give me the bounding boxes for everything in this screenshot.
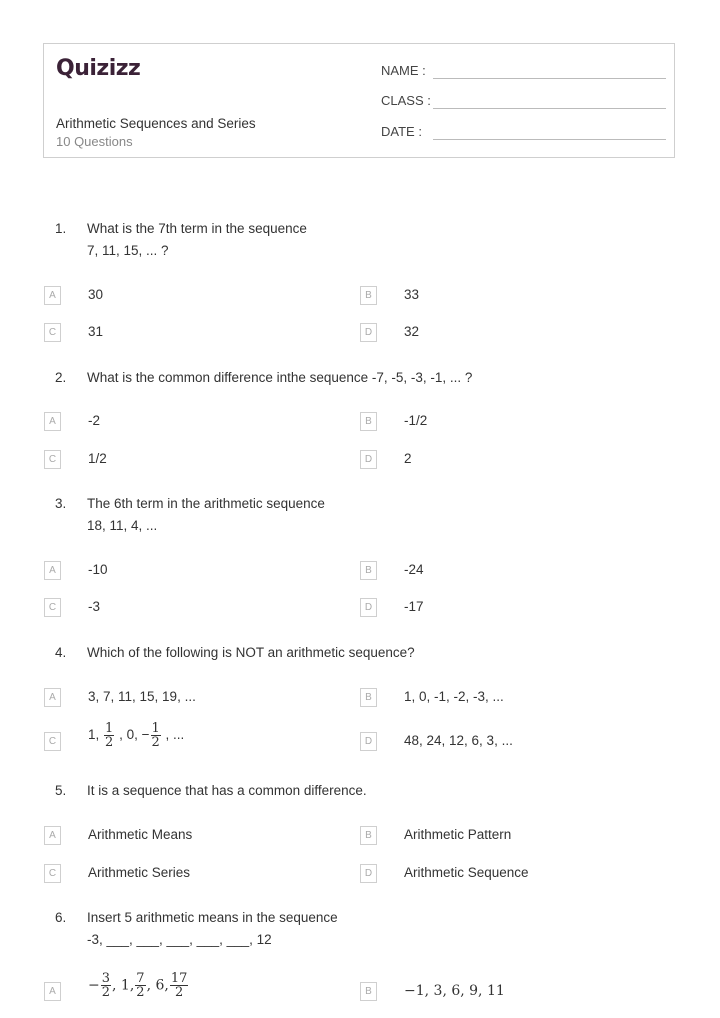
class-field[interactable] — [381, 93, 666, 113]
option-letter: A — [44, 826, 61, 845]
option-letter: B — [360, 982, 377, 1001]
question-number: 1. — [55, 221, 67, 236]
option-text: -1/2 — [404, 413, 428, 428]
fraction — [104, 722, 114, 749]
math-text: , ... — [165, 727, 185, 743]
option-math — [88, 972, 189, 999]
fraction-numerator: 1 — [105, 721, 114, 736]
worksheet-title: Arithmetic Sequences and Series — [56, 116, 256, 131]
option-letter: C — [44, 598, 61, 617]
question-text-line2: 7, 11, 15, ... ? — [87, 243, 169, 258]
fraction-denominator: 2 — [170, 985, 189, 999]
option-letter: C — [44, 864, 61, 883]
option-text: 33 — [404, 287, 420, 302]
option-text: -17 — [404, 599, 424, 614]
question-text: Insert 5 arithmetic means in the sequence — [87, 910, 338, 925]
minus-sign: − — [88, 977, 100, 994]
option-math — [88, 722, 184, 749]
fraction-denominator: 2 — [101, 985, 111, 1000]
option-text: 32 — [404, 324, 420, 339]
fraction-numerator: 1 — [151, 721, 160, 736]
class-line — [433, 108, 666, 109]
name-line — [433, 78, 666, 79]
question-number: 3. — [55, 496, 67, 511]
option-letter: A — [44, 286, 61, 305]
question-text: It is a sequence that has a common difference. — [87, 783, 367, 798]
option-text: -10 — [88, 562, 108, 577]
option-letter: A — [44, 688, 61, 707]
question-number: 6. — [55, 910, 67, 925]
option-letter: D — [360, 732, 377, 751]
question-text-line2: 18, 11, 4, ... — [87, 518, 158, 533]
option-letter: B — [360, 561, 377, 580]
option-text: -24 — [404, 562, 424, 577]
option-text: 3, 7, 11, 15, 19, ... — [88, 689, 196, 704]
option-text: -2 — [88, 413, 101, 428]
question-text: What is the 7th term in the sequence — [87, 221, 307, 236]
math-text: , 0, — [119, 727, 138, 743]
math-text: , 6, — [146, 977, 169, 994]
fraction-numerator: 17 — [170, 971, 188, 986]
option-letter: A — [44, 561, 61, 580]
option-text: Arithmetic Means — [88, 827, 193, 842]
question-count: 10 Questions — [56, 134, 133, 149]
fraction — [135, 972, 145, 999]
fraction — [101, 972, 111, 999]
worksheet-header — [43, 43, 675, 158]
option-text: Arithmetic Sequence — [404, 865, 529, 880]
option-letter: C — [44, 323, 61, 342]
option-text: −1, 3, 6, 9, 11 — [404, 983, 505, 999]
date-label: DATE : — [381, 124, 422, 139]
option-text: Arithmetic Series — [88, 865, 191, 880]
name-field[interactable] — [381, 63, 666, 83]
question-number: 4. — [55, 645, 67, 660]
option-letter: B — [360, 412, 377, 431]
option-text: 48, 24, 12, 6, 3, ... — [404, 733, 513, 748]
option-letter: C — [44, 450, 61, 469]
option-text: Arithmetic Pattern — [404, 827, 512, 842]
option-letter: D — [360, 864, 377, 883]
option-letter: D — [360, 598, 377, 617]
question-number: 5. — [55, 783, 67, 798]
quizizz-logo: Quizizz — [56, 56, 141, 81]
question-text: What is the common difference inthe sequence -7, -5, -3, -1, ... ? — [87, 370, 473, 385]
fraction — [151, 722, 161, 749]
fraction-denominator: 2 — [151, 735, 160, 750]
option-text: 31 — [88, 324, 104, 339]
question-number: 2. — [55, 370, 67, 385]
class-label: CLASS : — [381, 93, 431, 108]
fraction-denominator: 2 — [136, 985, 145, 1000]
math-text: , 1, — [112, 977, 135, 994]
option-letter: B — [360, 286, 377, 305]
option-text: 1/2 — [88, 451, 107, 466]
option-text: 1, 0, -1, -2, -3, ... — [404, 689, 504, 704]
math-text: 1, — [88, 727, 100, 743]
option-text: 2 — [404, 451, 412, 466]
fraction-numerator: 3 — [101, 971, 111, 986]
option-letter: D — [360, 323, 377, 342]
date-line — [433, 139, 666, 140]
option-letter: A — [44, 412, 61, 431]
option-letter: D — [360, 450, 377, 469]
question-text: The 6th term in the arithmetic sequence — [87, 496, 325, 511]
minus-sign: − — [141, 727, 150, 743]
question-text-line2: -3, ___, ___, ___, ___, ___, 12 — [87, 932, 272, 947]
name-label: NAME : — [381, 63, 426, 78]
option-letter: C — [44, 732, 61, 751]
option-letter: A — [44, 982, 61, 1001]
date-field[interactable] — [381, 124, 666, 144]
option-letter: B — [360, 826, 377, 845]
fraction-numerator: 7 — [136, 971, 145, 986]
fraction-denominator: 2 — [105, 735, 114, 750]
fraction — [170, 972, 189, 999]
option-letter: B — [360, 688, 377, 707]
option-text: -3 — [88, 599, 101, 614]
question-text: Which of the following is NOT an arithmetic sequence? — [87, 645, 415, 660]
option-text: 30 — [88, 287, 104, 302]
